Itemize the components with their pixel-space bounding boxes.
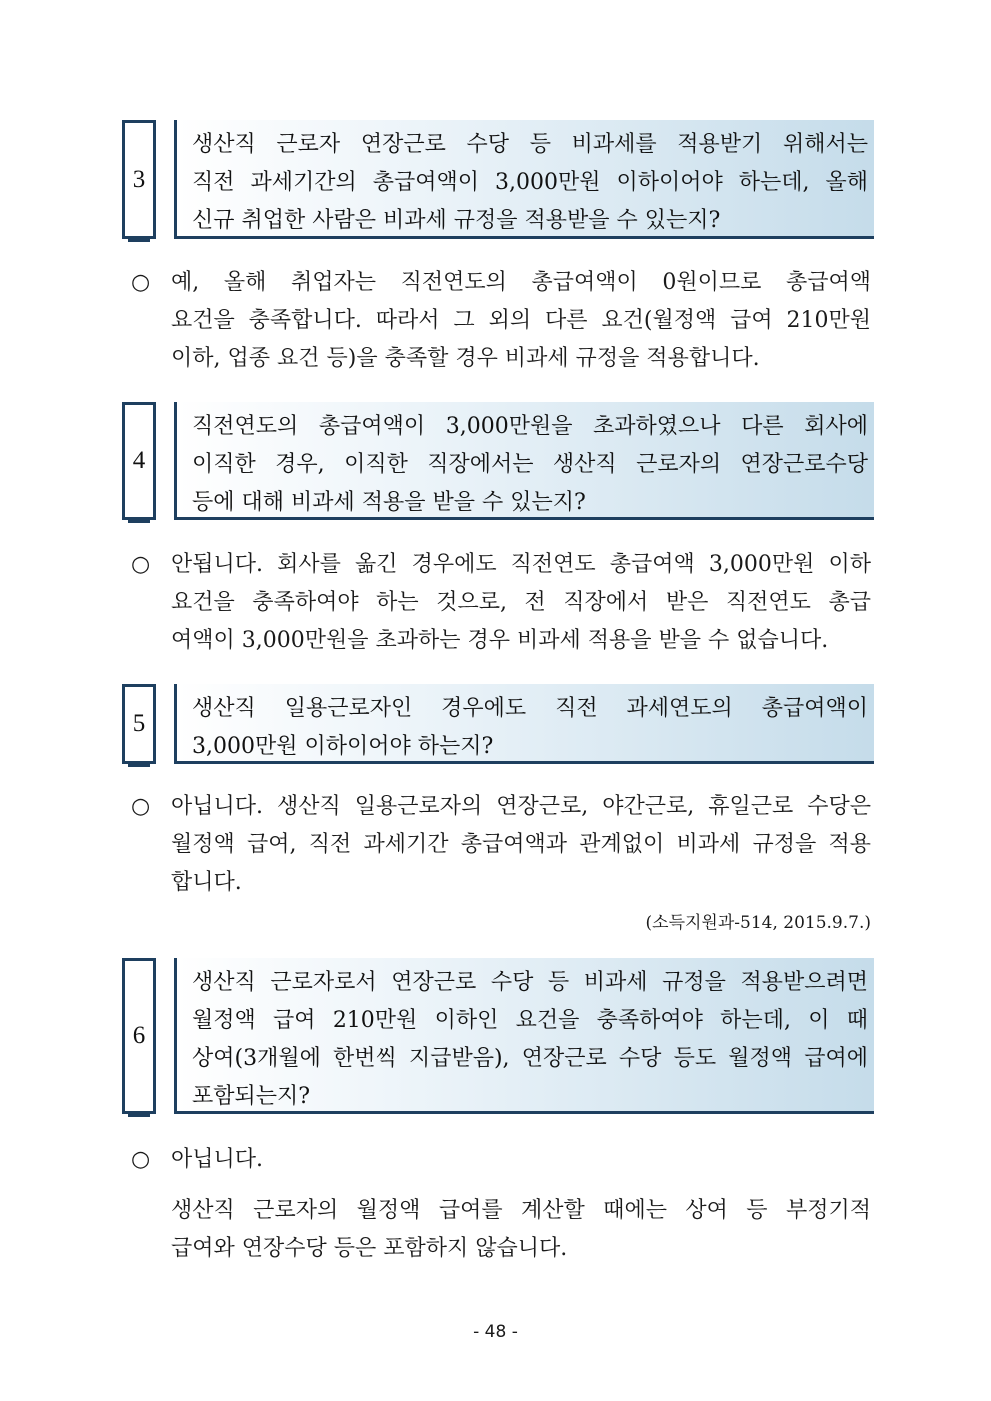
answer-line: 아닙니다. <box>171 1147 264 1172</box>
circle-bullet-icon: ○ <box>131 552 151 577</box>
detail-line: 급여와 연장수당 등은 포함하지 않습니다. <box>171 1236 568 1261</box>
question-box <box>174 402 874 520</box>
question-5 <box>122 684 874 764</box>
answer-line: 요건을 충족합니다. 따라서 그 외의 다른 요건(월정액 급여 210만원 <box>171 308 871 333</box>
question-box <box>174 958 874 1114</box>
question-6 <box>122 958 874 1114</box>
answer-line: 여액이 3,000만원을 초과하는 경우 비과세 적용을 받을 수 없습니다. <box>171 628 829 653</box>
circle-bullet-icon: ○ <box>131 270 151 295</box>
question-line: 직전연도의 총급여액이 3,000만원을 초과하였으나 다른 회사에 <box>192 414 868 439</box>
question-box <box>174 120 874 239</box>
citation: (소득지원과-514, 2015.9.7.) <box>645 913 871 933</box>
page-number: - 48 - <box>473 1322 518 1342</box>
question-3 <box>122 120 874 239</box>
question-4 <box>122 402 874 520</box>
answer-line: 예, 올해 취업자는 직전연도의 총급여액이 0원이므로 총급여액 <box>171 270 871 295</box>
answer-line: 안됩니다. 회사를 옮긴 경우에도 직전연도 총급여액 3,000만원 이하 <box>171 552 871 577</box>
question-line: 직전 과세기간의 총급여액이 3,000만원 이하이어야 하는데, 올해 <box>192 170 868 195</box>
answer-5 <box>131 788 871 902</box>
question-line: 등에 대해 비과세 적용을 받을 수 있는지? <box>192 490 586 515</box>
question-line: 신규 취업한 사람은 비과세 규정을 적용받을 수 있는지? <box>192 208 721 233</box>
question-number: 4 <box>122 402 156 520</box>
answer-line: 월정액 급여, 직전 과세기간 총급여액과 관계없이 비과세 규정을 적용 <box>171 832 871 857</box>
detail-line: 생산직 근로자의 월정액 급여를 계산할 때에는 상여 등 부정기적 <box>171 1198 871 1223</box>
answer-6 <box>131 1141 871 1179</box>
answer-6-detail <box>171 1192 871 1268</box>
circle-bullet-icon: ○ <box>131 794 151 819</box>
answer-3 <box>131 264 871 378</box>
question-line: 3,000만원 이하이어야 하는지? <box>192 734 494 759</box>
answer-4 <box>131 546 871 660</box>
question-number: 6 <box>122 958 156 1114</box>
question-number: 3 <box>122 120 156 239</box>
question-line: 이직한 경우, 이직한 직장에서는 생산직 근로자의 연장근로수당 <box>192 452 868 477</box>
question-line: 월정액 급여 210만원 이하인 요건을 충족하여야 하는데, 이 때 <box>192 1008 868 1033</box>
circle-bullet-icon: ○ <box>131 1147 151 1172</box>
question-line: 생산직 근로자 연장근로 수당 등 비과세를 적용받기 위해서는 <box>192 132 868 157</box>
question-line: 포함되는지? <box>192 1084 311 1109</box>
answer-line: 이하, 업종 요건 등)을 충족할 경우 비과세 규정을 적용합니다. <box>171 346 760 371</box>
answer-line: 합니다. <box>171 870 242 895</box>
question-line: 상여(3개월에 한번씩 지급받음), 연장근로 수당 등도 월정액 급여에 <box>192 1046 868 1071</box>
question-line: 생산직 근로자로서 연장근로 수당 등 비과세 규정을 적용받으려면 <box>192 970 868 995</box>
question-line: 생산직 일용근로자인 경우에도 직전 과세연도의 총급여액이 <box>192 696 868 721</box>
question-number: 5 <box>122 684 156 764</box>
answer-line: 요건을 충족하여야 하는 것으로, 전 직장에서 받은 직전연도 총급 <box>171 590 871 615</box>
answer-line: 아닙니다. 생산직 일용근로자의 연장근로, 야간근로, 휴일근로 수당은 <box>171 794 871 819</box>
question-box <box>174 684 874 764</box>
